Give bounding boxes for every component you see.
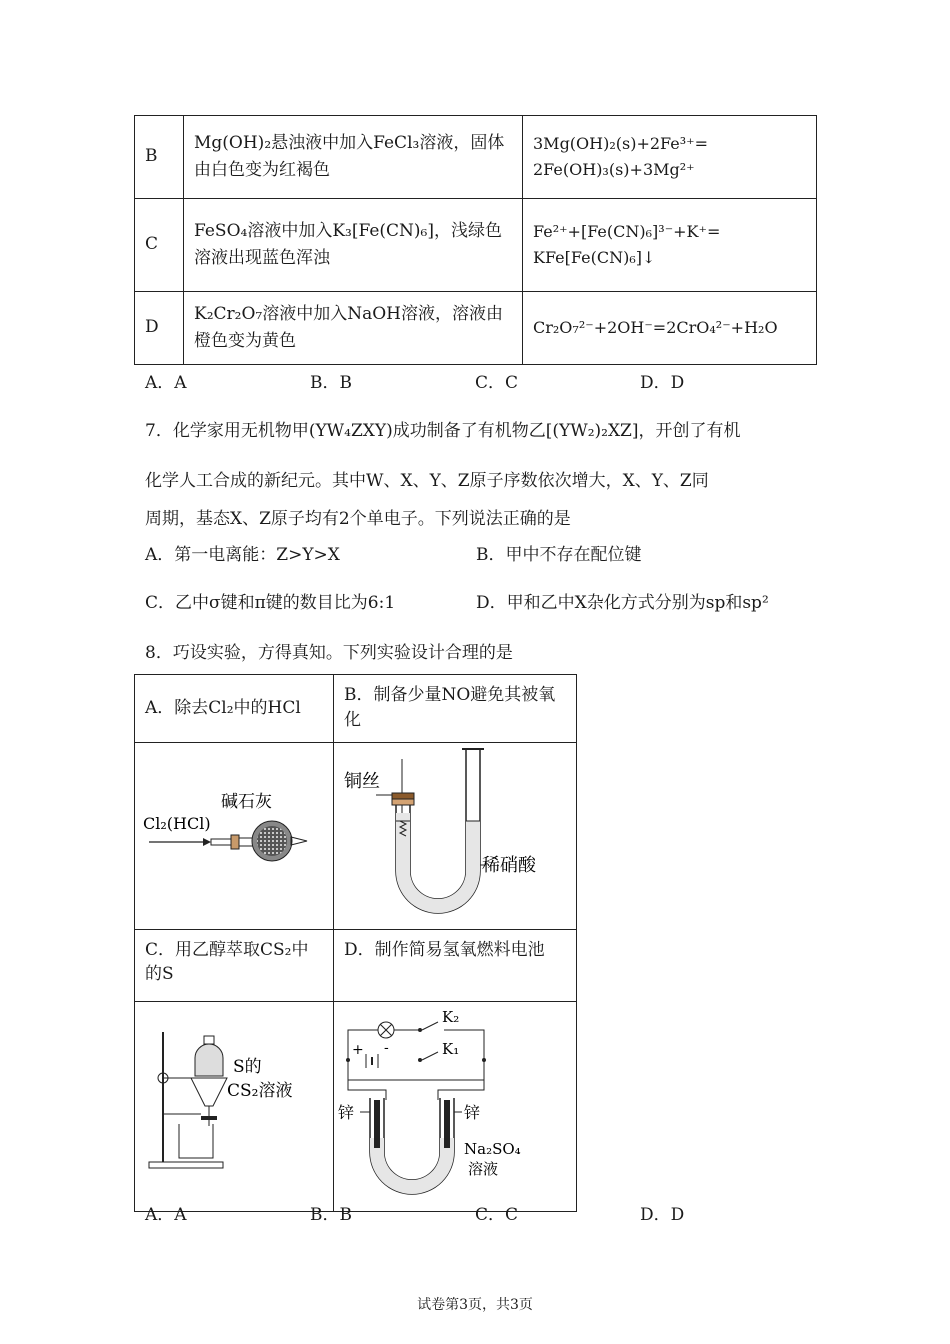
table-row (135, 675, 577, 743)
u-tube-diagram (334, 743, 576, 921)
gas-label: Cl₂(HCl) (143, 814, 211, 833)
left-electrode-label: 锌 (338, 1102, 355, 1122)
c-label-2: CS₂溶液 (227, 1080, 293, 1101)
row-description: FeSO₄溶液中加入K₃[Fe(CN)₆]，浅绿色溶液出现蓝色浑浊 (184, 199, 523, 292)
q7-option-b[interactable]: B．甲中不存在配位键 (476, 545, 642, 565)
equation-line: 2Fe(OH)₃(s)+3Mg²⁺ (533, 160, 695, 179)
option-a[interactable]: A．A (145, 373, 187, 393)
option-d-title: D．制作简易氢氧燃料电池 (334, 929, 577, 1001)
table-row (135, 1001, 577, 1212)
equation-line: Cr₂O₇²⁻+2OH⁻=2CrO₄²⁻+H₂O (533, 318, 778, 338)
option-a-figure (135, 743, 334, 930)
electrolyte-label-2: 溶液 (468, 1159, 499, 1178)
row-description: K₂Cr₂O₇溶液中加入NaOH溶液，溶液由橙色变为黄色 (184, 292, 523, 365)
option-a[interactable]: A．A (145, 1205, 187, 1225)
c-label-1: S的 (233, 1056, 262, 1077)
option-b-figure (334, 743, 577, 930)
row-label: C (135, 199, 184, 292)
q7-option-d[interactable]: D．甲和乙中X杂化方式分别为sp和sp² (476, 593, 769, 613)
row-equation (523, 292, 817, 365)
option-b[interactable]: B．B (310, 373, 352, 393)
option-d[interactable]: D．D (640, 1205, 685, 1225)
equation-line: 3Mg(OH)₂(s)+2Fe³⁺= (533, 134, 709, 154)
row-label: D (135, 292, 184, 365)
right-electrode-label: 锌 (464, 1102, 481, 1122)
table-row (135, 743, 577, 930)
plus-sign: + (352, 1041, 364, 1058)
equation-line: Fe²⁺+[Fe(CN)₆]³⁻+K⁺= (533, 222, 721, 242)
reagent-label: 碱石灰 (221, 792, 272, 812)
option-d-figure (334, 1001, 577, 1212)
acid-label: 稀硝酸 (482, 855, 536, 876)
row-label: B (135, 116, 184, 199)
q7-option-c[interactable]: C．乙中σ键和π键的数目比为6:1 (145, 593, 396, 613)
table-row (135, 929, 577, 1001)
row-equation (523, 199, 817, 292)
option-a-title: A．除去Cl₂中的HCl (135, 675, 334, 743)
minus-sign: - (384, 1039, 389, 1056)
option-d[interactable]: D．D (640, 373, 685, 393)
option-b[interactable]: B．B (310, 1205, 352, 1225)
page-footer: 试卷第3页，共3页 (417, 1297, 533, 1313)
option-c[interactable]: C．C (475, 1205, 519, 1225)
fuel-cell-diagram (334, 1002, 576, 1204)
row-description: Mg(OH)₂悬浊液中加入FeCl₃溶液，固体由白色变为红褐色 (184, 116, 523, 199)
equation-line: KFe[Fe(CN)₆]↓ (533, 248, 656, 267)
separatory-funnel-diagram (135, 1002, 333, 1204)
electrolyte-label-1: Na₂SO₄ (464, 1139, 521, 1158)
q7-option-a[interactable]: A．第一电离能：Z>Y>X (145, 545, 340, 565)
k2-label: K₂ (442, 1007, 460, 1026)
wire-label: 铜丝 (344, 771, 380, 792)
table-row (135, 292, 817, 365)
q7-line3: 周期，基态X、Z原子均有2个单电子。下列说法正确的是 (145, 509, 571, 529)
q7-line2: 化学人工合成的新纪元。其中W、X、Y、Z原子序数依次增大，X、Y、Z同 (145, 471, 709, 491)
q8-table (134, 674, 577, 1212)
option-c-figure (135, 1001, 334, 1212)
q6-table (134, 115, 817, 365)
table-row (135, 199, 817, 292)
drying-tube-diagram (135, 743, 333, 921)
q8-stem: 8．巧设实验，方得真知。下列实验设计合理的是 (145, 643, 513, 663)
q7-line1: 7．化学家用无机物甲(YW₄ZXY)成功制备了有机物乙[(YW₂)₂XZ]，开创了有机 (145, 421, 741, 441)
k1-label: K₁ (442, 1039, 460, 1058)
option-c-title: C．用乙醇萃取CS₂中的S (135, 929, 334, 1001)
option-b-title: B．制备少量NO避免其被氧化 (334, 675, 577, 743)
q8-options (145, 1200, 805, 1225)
table-row (135, 116, 817, 199)
q6-options (145, 368, 805, 393)
option-c[interactable]: C．C (475, 373, 519, 393)
row-equation (523, 116, 817, 199)
